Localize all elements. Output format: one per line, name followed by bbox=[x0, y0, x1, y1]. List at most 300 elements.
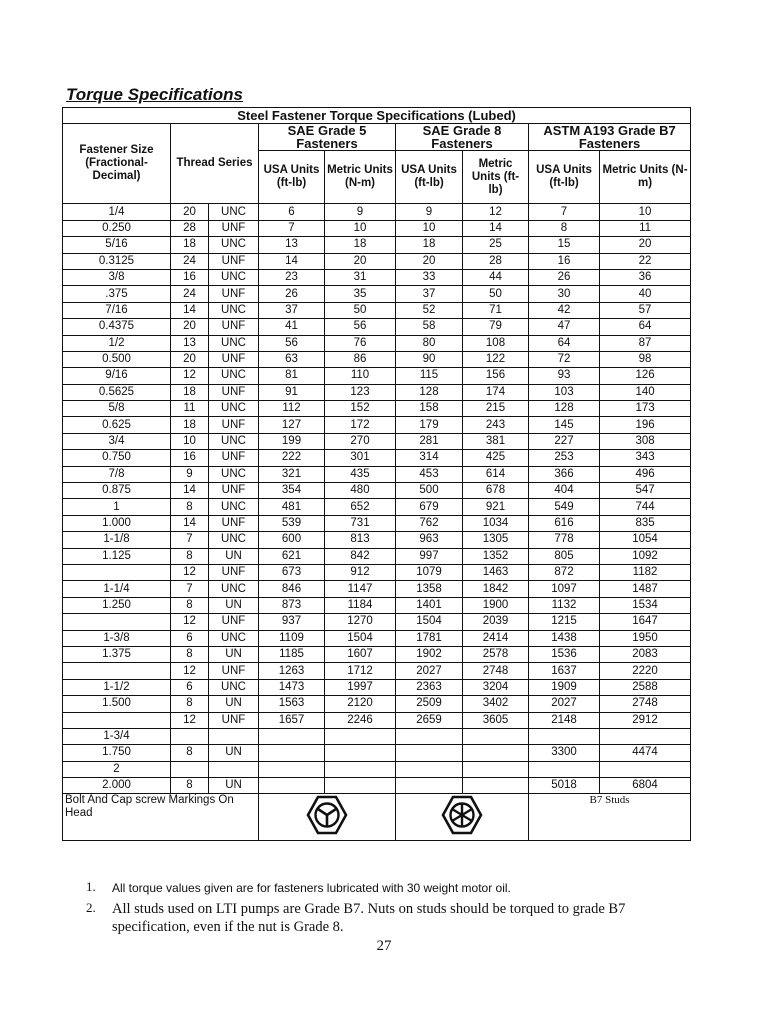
b7-usa-cell: 8 bbox=[529, 220, 600, 236]
thread-count-cell: 18 bbox=[171, 417, 209, 433]
g5-metric-cell: 56 bbox=[325, 319, 396, 335]
fastener-size-cell: 1.125 bbox=[63, 548, 171, 564]
thread-series-cell: UNC bbox=[209, 581, 259, 597]
g8-usa-cell: 128 bbox=[396, 384, 463, 400]
thread-series-cell: UN bbox=[209, 745, 259, 761]
g5-usa-cell: 127 bbox=[259, 417, 325, 433]
g5-metric-cell: 2120 bbox=[325, 696, 396, 712]
table-row bbox=[63, 286, 691, 302]
b7-metric-cell: 98 bbox=[600, 351, 691, 367]
g5-metric-cell: 18 bbox=[325, 237, 396, 253]
g5-usa-cell: 7 bbox=[259, 220, 325, 236]
table-row bbox=[63, 335, 691, 351]
g8-metric-cell bbox=[463, 761, 529, 777]
g8-usa-cell: 9 bbox=[396, 204, 463, 220]
b7-metric-cell: 126 bbox=[600, 368, 691, 384]
thread-count-cell: 6 bbox=[171, 679, 209, 695]
g5-metric-cell: 270 bbox=[325, 433, 396, 449]
thread-count-cell: 16 bbox=[171, 269, 209, 285]
g5-metric-cell: 2246 bbox=[325, 712, 396, 728]
thread-series-cell: UNC bbox=[209, 433, 259, 449]
thread-count-cell: 12 bbox=[171, 663, 209, 679]
b7-metric-cell bbox=[600, 728, 691, 744]
table-row bbox=[63, 368, 691, 384]
b7-metric-cell: 57 bbox=[600, 302, 691, 318]
table-row bbox=[63, 532, 691, 548]
fastener-size-cell: 0.4375 bbox=[63, 319, 171, 335]
g8-metric-units-header: Metric Units (ft-lb) bbox=[463, 151, 529, 204]
fastener-size-cell: 0.750 bbox=[63, 450, 171, 466]
g8-usa-cell bbox=[396, 761, 463, 777]
g5-metric-cell: 652 bbox=[325, 499, 396, 515]
fastener-size-cell: 0.625 bbox=[63, 417, 171, 433]
b7-metric-cell: 87 bbox=[600, 335, 691, 351]
table-row bbox=[63, 269, 691, 285]
g8-usa-cell: 179 bbox=[396, 417, 463, 433]
b7-usa-cell bbox=[529, 761, 600, 777]
g5-usa-cell: 621 bbox=[259, 548, 325, 564]
table-row bbox=[63, 614, 691, 630]
g8-usa-cell bbox=[396, 778, 463, 794]
table-row bbox=[63, 564, 691, 580]
thread-series-cell bbox=[209, 761, 259, 777]
g8-metric-cell: 79 bbox=[463, 319, 529, 335]
b7-metric-units-header: Metric Units (N-m) bbox=[600, 151, 691, 204]
g5-metric-cell: 35 bbox=[325, 286, 396, 302]
fastener-size-cell: 0.250 bbox=[63, 220, 171, 236]
thread-series-cell: UNC bbox=[209, 401, 259, 417]
g8-metric-cell: 921 bbox=[463, 499, 529, 515]
g8-metric-cell: 3605 bbox=[463, 712, 529, 728]
thread-series-cell: UNC bbox=[209, 630, 259, 646]
b7-usa-cell: 93 bbox=[529, 368, 600, 384]
table-row bbox=[63, 204, 691, 220]
fastener-size-cell: 1 bbox=[63, 499, 171, 515]
b7-usa-cell: 128 bbox=[529, 401, 600, 417]
b7-usa-cell: 145 bbox=[529, 417, 600, 433]
g5-usa-cell: 1109 bbox=[259, 630, 325, 646]
thread-series-cell: UNF bbox=[209, 483, 259, 499]
thread-series-cell: UNC bbox=[209, 532, 259, 548]
g5-usa-cell bbox=[259, 778, 325, 794]
table-row bbox=[63, 548, 691, 564]
page-heading: Torque Specifications bbox=[66, 85, 243, 104]
fastener-size-cell: 1.250 bbox=[63, 597, 171, 613]
b7-metric-cell: 140 bbox=[600, 384, 691, 400]
thread-series-cell: UNC bbox=[209, 499, 259, 515]
thread-series-cell: UNF bbox=[209, 286, 259, 302]
thread-count-cell: 8 bbox=[171, 696, 209, 712]
g8-metric-cell: 1842 bbox=[463, 581, 529, 597]
g5-usa-cell: 873 bbox=[259, 597, 325, 613]
g5-metric-cell: 9 bbox=[325, 204, 396, 220]
thread-series-cell: UNC bbox=[209, 466, 259, 482]
thread-series-cell: UN bbox=[209, 646, 259, 662]
b7-metric-cell: 22 bbox=[600, 253, 691, 269]
g5-usa-cell: 112 bbox=[259, 401, 325, 417]
g8-metric-cell: 44 bbox=[463, 269, 529, 285]
thread-series-cell: UNF bbox=[209, 712, 259, 728]
b7-metric-cell: 1092 bbox=[600, 548, 691, 564]
thread-series-cell: UNF bbox=[209, 663, 259, 679]
g8-metric-cell: 678 bbox=[463, 483, 529, 499]
g5-usa-cell: 26 bbox=[259, 286, 325, 302]
g5-usa-cell: 6 bbox=[259, 204, 325, 220]
b7-metric-cell bbox=[600, 761, 691, 777]
table-row bbox=[63, 499, 691, 515]
thread-count-cell: 9 bbox=[171, 466, 209, 482]
g5-usa-units-header: USA Units (ft-lb) bbox=[259, 151, 325, 204]
g5-metric-cell: 435 bbox=[325, 466, 396, 482]
table-row bbox=[63, 679, 691, 695]
thread-series-cell: UNF bbox=[209, 384, 259, 400]
table-row bbox=[63, 761, 691, 777]
fastener-size-cell: 1.000 bbox=[63, 515, 171, 531]
g8-metric-cell: 3402 bbox=[463, 696, 529, 712]
astm-b7-header: ASTM A193 Grade B7 Fasteners bbox=[529, 124, 691, 151]
g8-usa-cell: 158 bbox=[396, 401, 463, 417]
table-row bbox=[63, 466, 691, 482]
fastener-size-cell bbox=[63, 614, 171, 630]
b7-metric-cell: 196 bbox=[600, 417, 691, 433]
b7-metric-cell: 744 bbox=[600, 499, 691, 515]
thread-series-cell: UN bbox=[209, 548, 259, 564]
g5-usa-cell: 321 bbox=[259, 466, 325, 482]
thread-count-cell: 16 bbox=[171, 450, 209, 466]
fastener-size-cell: 7/16 bbox=[63, 302, 171, 318]
fastener-size-cell: 0.5625 bbox=[63, 384, 171, 400]
fastener-size-cell: .375 bbox=[63, 286, 171, 302]
g8-metric-cell: 2039 bbox=[463, 614, 529, 630]
g8-metric-cell: 243 bbox=[463, 417, 529, 433]
g5-metric-cell: 31 bbox=[325, 269, 396, 285]
g5-metric-cell: 50 bbox=[325, 302, 396, 318]
g5-metric-cell: 1607 bbox=[325, 646, 396, 662]
b7-usa-cell: 1097 bbox=[529, 581, 600, 597]
fastener-size-cell: 0.500 bbox=[63, 351, 171, 367]
g8-usa-cell: 1504 bbox=[396, 614, 463, 630]
g5-metric-cell bbox=[325, 745, 396, 761]
fastener-size-cell bbox=[63, 663, 171, 679]
g5-metric-cell: 480 bbox=[325, 483, 396, 499]
table-row bbox=[63, 663, 691, 679]
fastener-size-cell: 1/2 bbox=[63, 335, 171, 351]
g8-usa-cell: 963 bbox=[396, 532, 463, 548]
b7-usa-cell: 3300 bbox=[529, 745, 600, 761]
fastener-size-cell: 5/8 bbox=[63, 401, 171, 417]
table-row bbox=[63, 630, 691, 646]
g5-metric-cell: 123 bbox=[325, 384, 396, 400]
g5-usa-cell: 13 bbox=[259, 237, 325, 253]
thread-count-cell: 7 bbox=[171, 581, 209, 597]
g5-usa-cell: 539 bbox=[259, 515, 325, 531]
b7-usa-cell: 64 bbox=[529, 335, 600, 351]
g8-usa-cell bbox=[396, 728, 463, 744]
b7-usa-cell: 2148 bbox=[529, 712, 600, 728]
g5-metric-cell bbox=[325, 778, 396, 794]
b7-usa-cell: 42 bbox=[529, 302, 600, 318]
fastener-size-cell: 1-1/4 bbox=[63, 581, 171, 597]
b7-usa-cell: 1637 bbox=[529, 663, 600, 679]
thread-series-cell: UNC bbox=[209, 368, 259, 384]
fastener-size-cell: 1.750 bbox=[63, 745, 171, 761]
markings-label: Bolt And Cap screw Markings On Head bbox=[63, 794, 259, 841]
g8-metric-cell: 14 bbox=[463, 220, 529, 236]
thread-series-cell: UNF bbox=[209, 417, 259, 433]
g5-metric-cell: 731 bbox=[325, 515, 396, 531]
b7-metric-cell: 10 bbox=[600, 204, 691, 220]
table-row bbox=[63, 515, 691, 531]
g5-metric-cell: 10 bbox=[325, 220, 396, 236]
thread-series-cell: UNF bbox=[209, 220, 259, 236]
thread-count-cell: 14 bbox=[171, 515, 209, 531]
fastener-size-cell bbox=[63, 712, 171, 728]
b7-metric-cell: 1647 bbox=[600, 614, 691, 630]
g5-usa-cell: 199 bbox=[259, 433, 325, 449]
table-row bbox=[63, 728, 691, 744]
g8-usa-cell: 2659 bbox=[396, 712, 463, 728]
g5-metric-cell bbox=[325, 728, 396, 744]
thread-count-cell bbox=[171, 761, 209, 777]
grade5-head-marking-icon bbox=[306, 795, 348, 835]
thread-count-cell: 8 bbox=[171, 778, 209, 794]
note-2-text: All studs used on LTI pumps are Grade B7. Nuts on studs should be torqued to grade B7 specification, even if the nut is Grade 8. bbox=[112, 901, 626, 935]
b7-metric-cell: 1054 bbox=[600, 532, 691, 548]
g8-metric-cell: 1034 bbox=[463, 515, 529, 531]
g8-metric-cell: 2748 bbox=[463, 663, 529, 679]
thread-count-cell: 7 bbox=[171, 532, 209, 548]
sae-grade8-header: SAE Grade 8 Fasteners bbox=[396, 124, 529, 151]
thread-count-cell: 10 bbox=[171, 433, 209, 449]
b7-usa-cell: 404 bbox=[529, 483, 600, 499]
fastener-size-cell: 2 bbox=[63, 761, 171, 777]
table-row bbox=[63, 483, 691, 499]
g8-metric-cell: 3204 bbox=[463, 679, 529, 695]
thread-series-cell: UNC bbox=[209, 204, 259, 220]
g8-usa-cell: 18 bbox=[396, 237, 463, 253]
g8-metric-cell: 215 bbox=[463, 401, 529, 417]
thread-count-cell: 8 bbox=[171, 548, 209, 564]
g5-usa-cell: 846 bbox=[259, 581, 325, 597]
fastener-size-cell: 1.500 bbox=[63, 696, 171, 712]
thread-count-cell: 20 bbox=[171, 351, 209, 367]
thread-series-cell: UNF bbox=[209, 319, 259, 335]
thread-series-cell: UN bbox=[209, 778, 259, 794]
table-row bbox=[63, 253, 691, 269]
b7-metric-cell: 4474 bbox=[600, 745, 691, 761]
g8-metric-cell: 381 bbox=[463, 433, 529, 449]
g8-metric-cell: 12 bbox=[463, 204, 529, 220]
b7-usa-cell: 872 bbox=[529, 564, 600, 580]
thread-count-cell: 12 bbox=[171, 712, 209, 728]
g5-usa-cell: 481 bbox=[259, 499, 325, 515]
thread-series-cell: UNC bbox=[209, 679, 259, 695]
thread-count-cell: 8 bbox=[171, 499, 209, 515]
fastener-size-cell: 0.875 bbox=[63, 483, 171, 499]
g5-metric-cell: 842 bbox=[325, 548, 396, 564]
b7-usa-cell: 1132 bbox=[529, 597, 600, 613]
thread-series-cell: UNF bbox=[209, 614, 259, 630]
g8-usa-units-header: USA Units (ft-lb) bbox=[396, 151, 463, 204]
grade5-marking bbox=[259, 794, 396, 841]
b7-usa-cell: 7 bbox=[529, 204, 600, 220]
g8-metric-cell: 50 bbox=[463, 286, 529, 302]
fastener-size-cell: 9/16 bbox=[63, 368, 171, 384]
b7-usa-cell: 1536 bbox=[529, 646, 600, 662]
g5-metric-cell: 1504 bbox=[325, 630, 396, 646]
thread-count-cell: 13 bbox=[171, 335, 209, 351]
thread-count-cell: 18 bbox=[171, 237, 209, 253]
g5-usa-cell: 91 bbox=[259, 384, 325, 400]
g5-usa-cell bbox=[259, 761, 325, 777]
g8-usa-cell: 1079 bbox=[396, 564, 463, 580]
g5-usa-cell: 23 bbox=[259, 269, 325, 285]
g8-usa-cell: 115 bbox=[396, 368, 463, 384]
g8-usa-cell bbox=[396, 745, 463, 761]
table-row bbox=[63, 401, 691, 417]
g8-metric-cell: 1900 bbox=[463, 597, 529, 613]
g8-metric-cell: 1305 bbox=[463, 532, 529, 548]
thread-series-cell: UNC bbox=[209, 335, 259, 351]
thread-count-cell: 14 bbox=[171, 302, 209, 318]
b7-metric-cell: 308 bbox=[600, 433, 691, 449]
g8-metric-cell bbox=[463, 728, 529, 744]
b7-usa-cell: 1438 bbox=[529, 630, 600, 646]
g5-usa-cell: 600 bbox=[259, 532, 325, 548]
fastener-size-cell: 1-3/8 bbox=[63, 630, 171, 646]
fastener-size-header: Fastener Size (Fractional-Decimal) bbox=[63, 124, 171, 204]
table-row bbox=[63, 778, 691, 794]
table-row bbox=[63, 384, 691, 400]
g8-usa-cell: 762 bbox=[396, 515, 463, 531]
table-row bbox=[63, 220, 691, 236]
g5-usa-cell: 1263 bbox=[259, 663, 325, 679]
g8-usa-cell: 10 bbox=[396, 220, 463, 236]
b7-metric-cell: 1534 bbox=[600, 597, 691, 613]
b7-metric-cell: 1950 bbox=[600, 630, 691, 646]
thread-count-cell: 20 bbox=[171, 319, 209, 335]
b7-metric-cell: 40 bbox=[600, 286, 691, 302]
g5-metric-units-header: Metric Units (N-m) bbox=[325, 151, 396, 204]
thread-series-cell: UN bbox=[209, 597, 259, 613]
table-row bbox=[63, 712, 691, 728]
g5-usa-cell: 81 bbox=[259, 368, 325, 384]
b7-usa-cell: 253 bbox=[529, 450, 600, 466]
b7-usa-cell: 778 bbox=[529, 532, 600, 548]
note-2 bbox=[86, 900, 686, 936]
g8-metric-cell: 2414 bbox=[463, 630, 529, 646]
g5-usa-cell: 1473 bbox=[259, 679, 325, 695]
fastener-size-cell: 1/4 bbox=[63, 204, 171, 220]
g5-metric-cell: 1270 bbox=[325, 614, 396, 630]
fastener-size-cell: 3/4 bbox=[63, 433, 171, 449]
g5-metric-cell: 301 bbox=[325, 450, 396, 466]
g8-metric-cell: 156 bbox=[463, 368, 529, 384]
b7-usa-cell: 16 bbox=[529, 253, 600, 269]
b7-usa-cell: 2027 bbox=[529, 696, 600, 712]
g8-metric-cell bbox=[463, 745, 529, 761]
fastener-size-cell bbox=[63, 564, 171, 580]
note-1-number: 1. bbox=[86, 879, 96, 894]
g5-usa-cell: 222 bbox=[259, 450, 325, 466]
thread-count-cell bbox=[171, 728, 209, 744]
b7-metric-cell: 343 bbox=[600, 450, 691, 466]
thread-series-cell: UNF bbox=[209, 515, 259, 531]
sae-grade5-header: SAE Grade 5 Fasteners bbox=[259, 124, 396, 151]
g5-usa-cell bbox=[259, 728, 325, 744]
table-row bbox=[63, 351, 691, 367]
g8-metric-cell: 2578 bbox=[463, 646, 529, 662]
table-row bbox=[63, 597, 691, 613]
g8-usa-cell: 281 bbox=[396, 433, 463, 449]
fastener-size-cell: 0.3125 bbox=[63, 253, 171, 269]
b7-usa-cell: 616 bbox=[529, 515, 600, 531]
g5-metric-cell: 1997 bbox=[325, 679, 396, 695]
g5-metric-cell: 172 bbox=[325, 417, 396, 433]
b7-metric-cell: 2588 bbox=[600, 679, 691, 695]
thread-count-cell: 14 bbox=[171, 483, 209, 499]
g8-metric-cell: 425 bbox=[463, 450, 529, 466]
fastener-size-cell: 1-3/4 bbox=[63, 728, 171, 744]
b7-usa-cell: 805 bbox=[529, 548, 600, 564]
g8-metric-cell: 1463 bbox=[463, 564, 529, 580]
g5-usa-cell: 1563 bbox=[259, 696, 325, 712]
b7-usa-units-header: USA Units (ft-lb) bbox=[529, 151, 600, 204]
g5-usa-cell: 14 bbox=[259, 253, 325, 269]
thread-count-cell: 8 bbox=[171, 646, 209, 662]
g5-metric-cell: 76 bbox=[325, 335, 396, 351]
thread-series-cell: UN bbox=[209, 696, 259, 712]
g8-usa-cell: 52 bbox=[396, 302, 463, 318]
thread-series-cell: UNC bbox=[209, 302, 259, 318]
g8-usa-cell: 1902 bbox=[396, 646, 463, 662]
g8-metric-cell: 28 bbox=[463, 253, 529, 269]
b7-usa-cell: 15 bbox=[529, 237, 600, 253]
page-number: 27 bbox=[376, 938, 392, 954]
b7-usa-cell: 227 bbox=[529, 433, 600, 449]
table-row bbox=[63, 450, 691, 466]
thread-count-cell: 12 bbox=[171, 564, 209, 580]
g5-usa-cell: 937 bbox=[259, 614, 325, 630]
b7-usa-cell: 549 bbox=[529, 499, 600, 515]
b7-usa-cell: 366 bbox=[529, 466, 600, 482]
grade8-head-marking-icon bbox=[441, 795, 483, 835]
note-2-number: 2. bbox=[86, 900, 96, 915]
g8-usa-cell: 90 bbox=[396, 351, 463, 367]
g5-usa-cell: 56 bbox=[259, 335, 325, 351]
table-row bbox=[63, 646, 691, 662]
b7-metric-cell: 547 bbox=[600, 483, 691, 499]
grade8-marking bbox=[396, 794, 529, 841]
fastener-size-cell: 1-1/2 bbox=[63, 679, 171, 695]
g5-usa-cell: 1657 bbox=[259, 712, 325, 728]
table-row bbox=[63, 696, 691, 712]
g8-metric-cell bbox=[463, 778, 529, 794]
g8-usa-cell: 1401 bbox=[396, 597, 463, 613]
thread-count-cell: 8 bbox=[171, 745, 209, 761]
thread-count-cell: 8 bbox=[171, 597, 209, 613]
fastener-size-cell: 2.000 bbox=[63, 778, 171, 794]
g5-usa-cell: 63 bbox=[259, 351, 325, 367]
g5-metric-cell: 1184 bbox=[325, 597, 396, 613]
fastener-size-cell: 1.375 bbox=[63, 646, 171, 662]
b7-metric-cell: 1182 bbox=[600, 564, 691, 580]
g8-usa-cell: 80 bbox=[396, 335, 463, 351]
thread-count-cell: 12 bbox=[171, 368, 209, 384]
g5-usa-cell: 41 bbox=[259, 319, 325, 335]
g5-metric-cell: 152 bbox=[325, 401, 396, 417]
g5-usa-cell: 354 bbox=[259, 483, 325, 499]
